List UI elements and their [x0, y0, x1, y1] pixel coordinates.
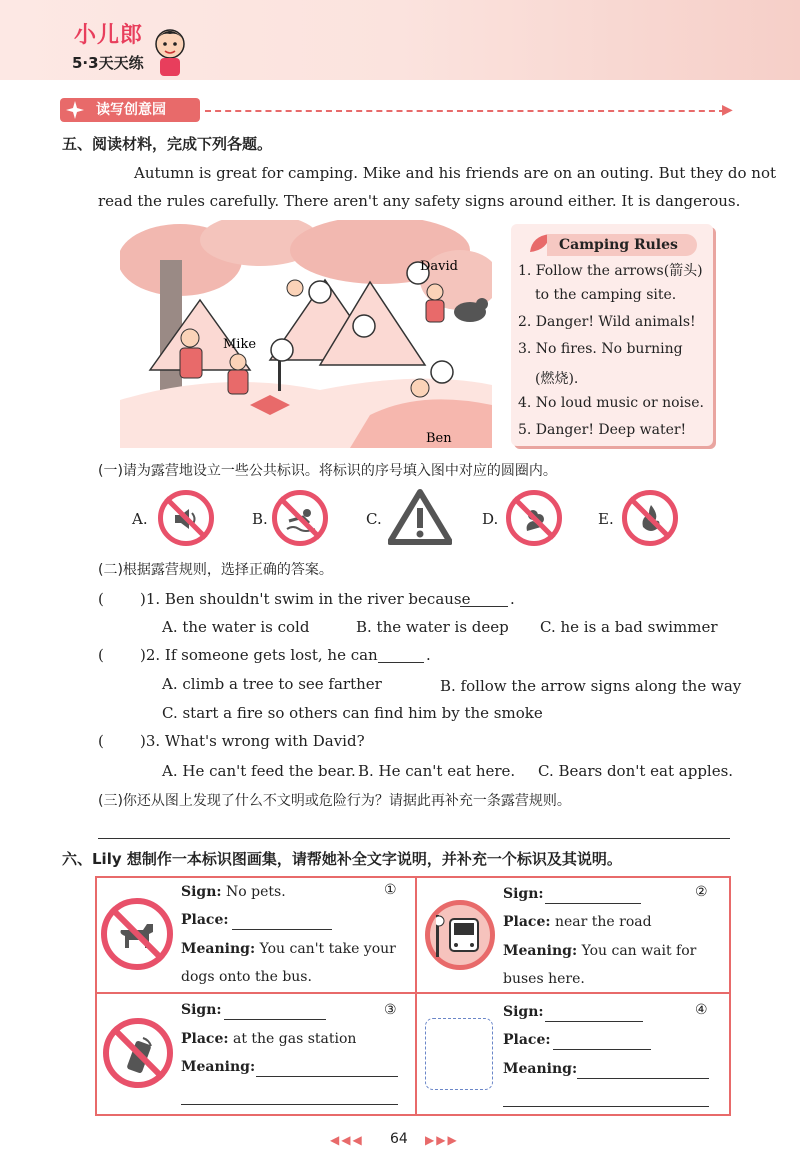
no-feeding-icon — [506, 490, 562, 546]
next-arrows-icon: ▶▶▶ — [425, 1133, 459, 1147]
cell2-meaning-value-2: buses here. — [503, 971, 585, 987]
section-divider — [205, 110, 725, 112]
label-mike: Mike — [223, 337, 257, 352]
cell2-sign-blank[interactable] — [545, 903, 641, 904]
rule-5: 5. Danger! Deep water! — [518, 422, 687, 438]
cell1-place-blank[interactable] — [232, 929, 332, 930]
cell4-sign-blank[interactable] — [545, 1021, 643, 1022]
cell3-sign-label: Sign: — [181, 1002, 222, 1018]
mascot-icon — [148, 24, 192, 78]
cell3-place-label: Place: — [181, 1031, 229, 1047]
part3-instruction: (三)你还从图上发现了什么不文明或危险行为？请据此再补充一条露营规则。 — [98, 793, 571, 809]
blank-sign-box[interactable] — [425, 1018, 493, 1090]
sparkle-icon — [66, 101, 84, 119]
camping-illustration — [120, 220, 492, 448]
rule-2: 2. Danger! Wild animals! — [518, 314, 696, 330]
cell4-place-label: Place: — [503, 1032, 551, 1048]
cell2-place-label: Place: — [503, 914, 551, 930]
sign-d-label: D. — [482, 510, 499, 528]
q2-option-b: B. follow the arrow signs along the way — [440, 677, 742, 695]
cell4-meaning-blank[interactable] — [577, 1078, 709, 1079]
q1-paren: ( — [98, 590, 104, 608]
brand-subtitle: 5·3天天练 — [72, 54, 144, 72]
warning-triangle-icon — [388, 488, 452, 546]
q3-option-a: A. He can't feed the bear. — [162, 762, 356, 780]
sign-a-label: A. — [132, 510, 148, 528]
brand-title: 小儿郎 — [74, 23, 144, 48]
rule-3-cont: (燃烧). — [535, 371, 579, 387]
cell3-meaning-label: Meaning: — [181, 1059, 256, 1075]
mute-icon — [158, 490, 214, 546]
cell1-number: ① — [384, 882, 397, 898]
cell1-place-label: Place: — [181, 912, 229, 928]
sign-b-label: B. — [252, 510, 268, 528]
rules-title: Camping Rules — [547, 234, 697, 256]
part3-answer-line[interactable] — [98, 838, 730, 839]
sign-c-label: C. — [366, 510, 382, 528]
cell3-place-value: at the gas station — [232, 1031, 357, 1047]
camping-rules-box — [511, 224, 713, 446]
rule-1: 1. Follow the arrows(箭头) — [518, 263, 703, 279]
q1-end: . — [510, 590, 515, 608]
cell2-meaning-value: You can wait for — [581, 943, 697, 959]
label-david: David — [420, 259, 458, 274]
q3-option-b: B. He can't eat here. — [358, 762, 516, 780]
cell3-number: ③ — [384, 1002, 397, 1018]
cell1-sign-value: No pets. — [226, 884, 286, 900]
prev-arrows-icon: ◀◀◀ — [330, 1133, 364, 1147]
cell2-meaning-label: Meaning: — [503, 943, 578, 959]
passage-line-2: read the rules carefully. There aren't any safety signs around either. It is dangerous. — [98, 192, 741, 210]
passage-line-1: Autumn is great for camping. Mike and his friends are on an outing. But they do not — [134, 164, 776, 182]
q2-stem: )2. If someone gets lost, he can — [140, 646, 378, 664]
rule-1-cont: to the camping site. — [535, 287, 677, 303]
cell4-meaning-blank-2[interactable] — [503, 1106, 709, 1107]
q2-option-a: A. climb a tree to see farther — [162, 675, 382, 693]
cell2-sign-label: Sign: — [503, 886, 544, 902]
cell1-sign-label: Sign: — [181, 884, 222, 900]
cell1-meaning-label: Meaning: — [181, 941, 256, 957]
cell3-meaning-blank[interactable] — [256, 1076, 398, 1077]
cell4-number: ④ — [695, 1002, 708, 1018]
cell4-sign-label: Sign: — [503, 1004, 544, 1020]
q5-heading: 五、阅读材料，完成下列各题。 — [62, 135, 273, 153]
section-arrow-icon: ▶ — [722, 102, 733, 118]
q3-stem: )3. What's wrong with David? — [140, 732, 365, 750]
page-number: 64 — [390, 1131, 408, 1147]
no-phone-icon — [103, 1018, 173, 1088]
no-fire-icon — [622, 490, 678, 546]
cell1-meaning-value: You can't take your — [259, 941, 396, 957]
cell3-meaning-blank-2[interactable] — [181, 1104, 398, 1105]
q2-paren: ( — [98, 646, 104, 664]
rule-4: 4. No loud music or noise. — [518, 395, 704, 411]
q1-option-c: C. he is a bad swimmer — [540, 618, 718, 636]
rule-3: 3. No fires. No burning — [518, 341, 683, 357]
part2-instruction: (二)根据露营规则，选择正确的答案。 — [98, 562, 333, 578]
q2-end: . — [426, 646, 431, 664]
q2-blank[interactable] — [378, 662, 424, 663]
sign-e-label: E. — [598, 510, 614, 528]
cell2-number: ② — [695, 884, 708, 900]
q1-stem: )1. Ben shouldn't swim in the river because — [140, 590, 471, 608]
cell1-meaning-value-2: dogs onto the bus. — [181, 969, 312, 985]
q3-paren: ( — [98, 732, 104, 750]
q1-blank[interactable] — [460, 606, 508, 607]
label-ben: Ben — [426, 431, 452, 446]
q1-option-b: B. the water is deep — [356, 618, 509, 636]
q6-heading: 六、Lily 想制作一本标识图画集，请帮她补全文字说明，并补充一个标识及其说明。 — [62, 850, 622, 868]
q3-option-c: C. Bears don't eat apples. — [538, 762, 734, 780]
part1-instruction: (一)请为露营地设立一些公共标识。将标识的序号填入图中对应的圆圈内。 — [98, 463, 557, 479]
cell2-place-value: near the road — [554, 914, 652, 930]
cell3-sign-blank[interactable] — [224, 1019, 326, 1020]
no-dogs-icon — [101, 898, 173, 970]
bus-stop-icon — [425, 900, 495, 970]
no-swimming-icon — [272, 490, 328, 546]
cell4-place-blank[interactable] — [553, 1049, 651, 1050]
q2-option-c: C. start a fire so others can find him by the smoke — [162, 704, 543, 722]
q1-option-a: A. the water is cold — [162, 618, 310, 636]
cell4-meaning-label: Meaning: — [503, 1061, 578, 1077]
section-label: 读写创意园 — [60, 98, 200, 122]
